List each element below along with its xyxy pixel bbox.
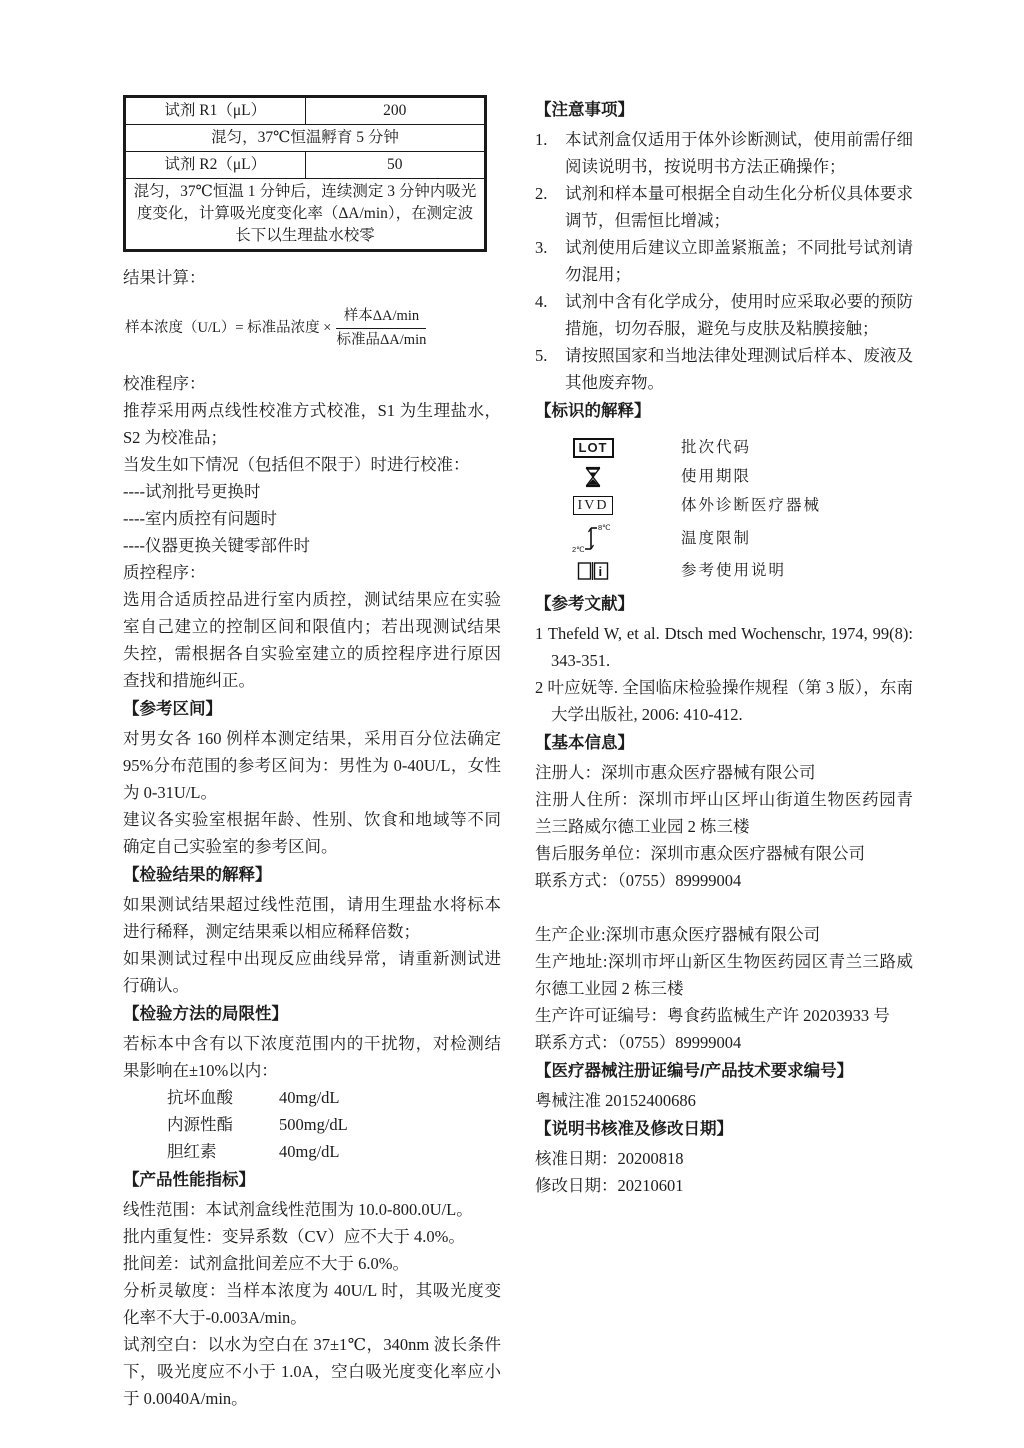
interferent-row <box>123 1111 501 1138</box>
paragraph: 当发生如下情况（包括但不限于）时进行校准： <box>123 454 470 474</box>
symbol-label: 参考使用说明 <box>681 562 787 579</box>
calibration-title: 校准程序： <box>123 373 206 393</box>
paragraph: 线性范围：本试剂盒线性范围为 10.0-800.0U/L。 <box>123 1199 473 1219</box>
interferent-name: 胆红素 <box>167 1141 217 1161</box>
paragraph: 对男女各 160 例样本测定结果，采用百分位法确定 95%分布范围的参考区间为：男性为 0-40U/L，女性为 0-31U/L。 <box>123 728 501 802</box>
section-header-precautions: 【注意事项】 <box>535 101 634 119</box>
manufacturer-name: 生产企业:深圳市惠众医疗器械有限公司 <box>535 925 821 944</box>
interferent-value: 40mg/dL <box>279 1141 340 1161</box>
reagent-r1-value: 200 <box>305 97 486 125</box>
symbol-icon-cell <box>553 521 633 555</box>
paragraph: 选用合适质控品进行室内质控，测试结果应在实验室自己建立的控制区间和限值内；若出现测试结果失控，需根据各自实验室建立的质控程序进行原因查找和措施纠正。 <box>123 589 501 690</box>
paragraph: 如果测试过程中出现反应曲线异常，请重新测试进行确认。 <box>123 948 501 995</box>
symbol-icon-cell <box>553 561 633 581</box>
revision-date: 修改日期：20210601 <box>535 1176 684 1195</box>
contact-number: 联系方式：（0755）89999004 <box>535 871 742 890</box>
production-license-number: 生产许可证编号：粤食药监械生产许 20203933 号 <box>535 1006 890 1025</box>
symbol-row <box>535 491 913 520</box>
table-row <box>125 125 486 152</box>
symbol-row <box>535 433 913 462</box>
section-header-references: 【参考文献】 <box>535 595 634 613</box>
section-header-result-interpretation: 【检验结果的解释】 <box>123 865 272 884</box>
section-header-method-limitations: 【检验方法的局限性】 <box>123 1004 288 1023</box>
section-header-symbols: 【标识的解释】 <box>535 402 651 420</box>
approval-date: 核准日期：20200818 <box>535 1149 684 1168</box>
item-text: 试剂使用后建议立即盖紧瓶盖；不同批号试剂请勿混用； <box>565 238 913 284</box>
precaution-item <box>535 126 913 180</box>
calibration-case: ----仪器更换关键零部件时 <box>123 535 310 555</box>
reagent-r2-value: 50 <box>305 152 486 179</box>
registrant-address: 注册人住所：深圳市坪山区坪山街道生物医药园青兰三路威尔德工业园 2 栋三楼 <box>535 790 913 836</box>
right-column <box>535 95 913 1412</box>
precaution-item <box>535 180 913 234</box>
concentration-formula <box>125 307 501 350</box>
paragraph: 推荐采用两点线性校准方式校准，S1 为生理盐水，S2 为校准品； <box>123 400 501 447</box>
lot-icon: LOT <box>573 438 614 458</box>
interferent-value: 500mg/dL <box>279 1114 348 1134</box>
paragraph: 若标本中含有以下浓度范围内的干扰物，对检测结果影响在±10%以内： <box>123 1033 501 1080</box>
measurement-step: 混匀，37℃恒温 1 分钟后，连续测定 3 分钟内吸光度变化，计算吸光度变化率（ΔA/min），在测定波长下以生理盐水校零 <box>125 179 486 251</box>
symbol-icon-cell <box>553 496 633 515</box>
temp-high-label: 8℃ <box>598 523 611 532</box>
item-text: 试剂和样本量可根据全自动生化分析仪具体要求调节，但需恒比增减； <box>565 184 913 230</box>
left-column <box>123 95 501 1412</box>
manufacturer-address: 生产地址:深圳市坪山新区生物医药园区青兰三路威尔德工业园 2 栋三楼 <box>535 952 913 998</box>
table-row <box>125 179 486 251</box>
symbol-legend <box>535 433 913 585</box>
formula-fraction <box>336 307 426 350</box>
reagent-r1-label: 试剂 R1（μL） <box>125 97 306 125</box>
incubation-step: 混匀，37℃恒温孵育 5 分钟 <box>125 125 486 152</box>
section-header-performance: 【产品性能指标】 <box>123 1170 255 1189</box>
symbol-icon-cell <box>553 466 633 488</box>
item-text: 本试剂盒仅适用于体外诊断测试，使用前需仔细阅读说明书，按说明书方法正确操作； <box>565 130 913 176</box>
symbol-label: 批次代码 <box>681 439 752 456</box>
reference-entry: 1 Thefeld W, et al. Dtsch med Wochenschr, 1974, 99(8): 343-351. <box>535 624 913 670</box>
section-header-reference-interval: 【参考区间】 <box>123 699 222 718</box>
precaution-item <box>535 288 913 342</box>
interferent-value: 40mg/dL <box>279 1087 340 1107</box>
paragraph: 批间差：试剂盒批间差应不大于 6.0%。 <box>123 1253 409 1273</box>
symbol-row <box>535 556 913 585</box>
item-number: 4. <box>535 292 548 311</box>
paragraph: 如果测试结果超过线性范围，请用生理盐水将标本进行稀释，测定结果乘以相应稀释倍数； <box>123 894 501 941</box>
table-row <box>125 97 486 125</box>
procedure-table <box>123 95 487 252</box>
hourglass-expiry-icon <box>583 466 603 488</box>
result-calc-label: 结果计算： <box>123 268 206 287</box>
symbol-icon-cell <box>553 438 633 458</box>
calibration-case: ----试剂批号更换时 <box>123 481 261 501</box>
paragraph: 分析灵敏度：当样本浓度为 40U/L 时，其吸光度变化率不大于-0.003A/min。 <box>123 1280 501 1327</box>
item-number: 1. <box>535 130 548 149</box>
section-header-basic-info: 【基本信息】 <box>535 734 634 752</box>
registration-number: 粤械注准 20152400686 <box>535 1091 696 1110</box>
symbol-label: 体外诊断医疗器械 <box>681 497 822 514</box>
registrant-name: 注册人：深圳市惠众医疗器械有限公司 <box>535 763 816 782</box>
calibration-case: ----室内质控有问题时 <box>123 508 277 528</box>
symbol-row <box>535 462 913 491</box>
paragraph: 批内重复性：变异系数（CV）应不大于 4.0%。 <box>123 1226 465 1246</box>
item-number: 3. <box>535 238 548 257</box>
after-sales-unit: 售后服务单位：深圳市惠众医疗器械有限公司 <box>535 844 865 863</box>
qc-title: 质控程序： <box>123 562 206 582</box>
interferent-name: 抗坏血酸 <box>167 1087 233 1107</box>
item-text: 请按照国家和当地法律处理测试后样本、废液及其他废弃物。 <box>565 346 913 392</box>
item-text: 试剂中含有化学成分，使用时应采取必要的预防措施，切勿吞服，避免与皮肤及粘膜接触； <box>565 292 913 338</box>
consult-instructions-icon <box>577 561 609 581</box>
interferent-row <box>123 1138 501 1165</box>
precaution-item <box>535 342 913 396</box>
item-number: 5. <box>535 346 548 365</box>
temp-low-label: 2℃ <box>572 545 585 554</box>
spacer <box>535 894 913 921</box>
symbol-label: 温度限制 <box>681 529 752 547</box>
temperature-limit-icon <box>570 521 616 555</box>
contact-number: 联系方式：（0755）89999004 <box>535 1033 742 1052</box>
table-row <box>125 152 486 179</box>
symbol-row <box>535 520 913 556</box>
section-header-registration-number: 【医疗器械注册证编号/产品技术要求编号】 <box>535 1062 854 1080</box>
interferent-name: 内源性酯 <box>167 1114 233 1134</box>
precaution-item <box>535 234 913 288</box>
formula-lhs: 样本浓度（U/L）= 标准品浓度 × <box>125 319 332 336</box>
info-letter: i <box>598 563 603 579</box>
reference-entry: 2 叶应妩等. 全国临床检验操作规程（第 3 版），东南大学出版社, 2006: 410-412. <box>535 678 913 724</box>
formula-numerator: 样本ΔA/min <box>336 307 426 329</box>
reagent-r2-label: 试剂 R2（μL） <box>125 152 306 179</box>
section-header-approval-dates: 【说明书核准及修改日期】 <box>535 1120 733 1138</box>
paragraph: 试剂空白：以水为空白在 37±1℃，340nm 波长条件下，吸光度应不小于 1.0A，空白吸光度变化率应小于 0.0040A/min。 <box>123 1334 501 1408</box>
item-number: 2. <box>535 184 548 203</box>
formula-denominator: 标准品ΔA/min <box>336 331 427 348</box>
interferent-row <box>123 1084 501 1111</box>
paragraph: 建议各实验室根据年龄、性别、饮食和地域等不同确定自己实验室的参考区间。 <box>123 809 501 856</box>
ivd-icon: IVD <box>573 496 614 515</box>
symbol-label: 使用期限 <box>681 468 752 485</box>
